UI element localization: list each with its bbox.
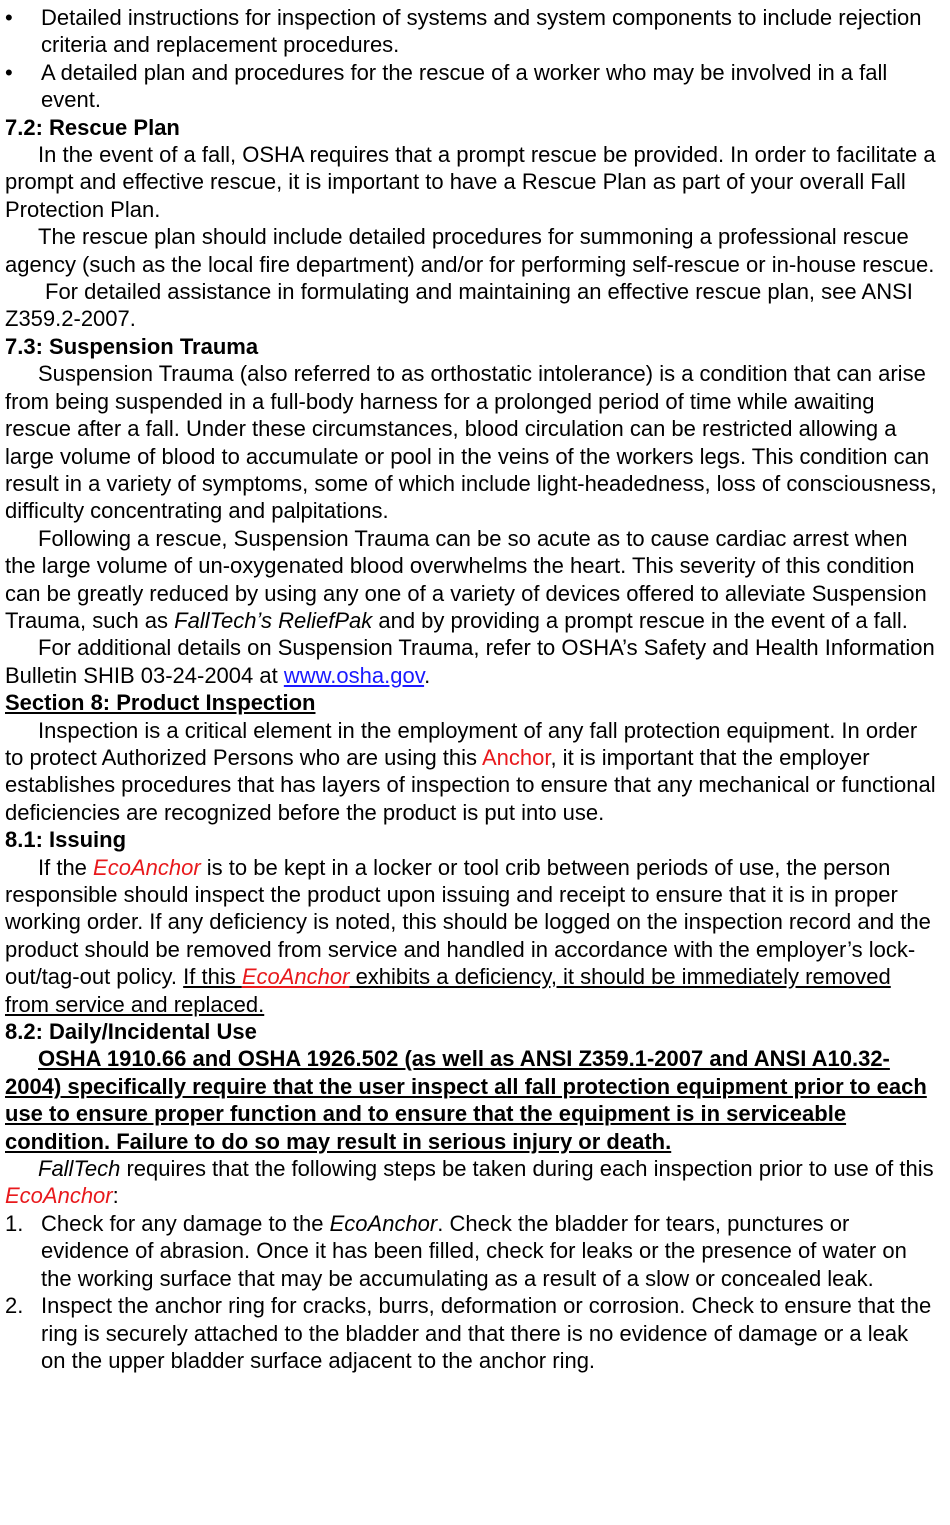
bullet-item bbox=[5, 59, 938, 114]
paragraph: In the event of a fall, OSHA requires that a prompt rescue be provided. In order to facilitate a prompt and effective rescue, it is important to have a Rescue Plan as part of your overall Fall Protection Plan. bbox=[5, 142, 936, 222]
heading-daily-use: 8.2: Daily/Incidental Use bbox=[5, 1019, 257, 1045]
warning-paragraph: OSHA 1910.66 and OSHA 1926.502 (as well as ANSI Z359.1-2007 and ANSI A10.32-2004) specifically require that the user inspect all fall protection equipment prior to each use to ensure proper function and to ensure that the equipment is in serviceable condition. Failure to do so may result in serious injury or death. bbox=[5, 1046, 927, 1154]
anchor-term: Anchor bbox=[481, 744, 551, 770]
ecoanchor-term: EcoAnchor bbox=[329, 1210, 438, 1236]
heading-suspension-trauma: 7.3: Suspension Trauma bbox=[5, 333, 259, 359]
bullet-marker: • bbox=[5, 59, 13, 85]
ecoanchor-term: EcoAnchor bbox=[5, 1183, 113, 1209]
paragraph: Inspection is a critical element in the employment of any fall protection equipment. In order to protect Authorized Persons who are using this Anchor, it is important that the employer establishes procedures that has layers of inspection to ensure that any mechanical or functional deficiencies are recognized before the product is put into use. bbox=[5, 717, 936, 825]
item-number: 2. bbox=[5, 1293, 24, 1319]
paragraph: Following a rescue, Suspension Trauma can be so acute as to cause cardiac arrest when the large volume of un-oxygenated blood overwhelms the heart. This severity of this condition can be greatly reduced by using any one of a variety of devices offered to alleviate Suspension Trauma, such as FallTech’s ReliefPak and by providing a prompt rescue in the event of a fall. bbox=[5, 525, 927, 633]
bullet-text: A detailed plan and procedures for the rescue of a worker who may be involved in a fall event. bbox=[41, 59, 888, 113]
paragraph: The rescue plan should include detailed procedures for summoning a professional rescue agency (such as the local fire department) and/or for performing self-rescue or in-house rescue. bbox=[5, 224, 935, 277]
numbered-item bbox=[5, 1292, 938, 1374]
paragraph: Suspension Trauma (also referred to as orthostatic intolerance) is a condition that can arise from being suspended in a full-body harness for a prolonged period of time while awaiting rescue after a fall. Under these circumstances, blood circulation can be restricted allowing a large volume of blood to accumulate or pool in the veins of the workers legs. This condition can result in a variety of symptoms, some of which include light-headedness, loss of consciousness, difficulty concentrating and palpitations. bbox=[5, 361, 937, 524]
paragraph: FallTech requires that the following steps be taken during each inspection prior to use of this EcoAnchor: bbox=[5, 1156, 934, 1209]
paragraph: For detailed assistance in formulating and maintaining an effective rescue plan, see ANSI Z359.2-2007. bbox=[5, 279, 913, 332]
bullet-text: Detailed instructions for inspection of systems and system components to include rejection criteria and replacement procedures. bbox=[41, 5, 922, 58]
ecoanchor-term: EcoAnchor bbox=[93, 854, 201, 880]
brand-name: FallTech bbox=[38, 1156, 121, 1182]
item-text: Check for any damage to the EcoAnchor. Check the bladder for tears, punctures or evidence of abrasion. Once it has been filled, check for leaks or the presence of water on the working surface that may be accumulating as a result of a slow or concealed leak. bbox=[41, 1210, 907, 1291]
product-name: FallTech’s ReliefPak bbox=[174, 607, 373, 633]
item-text: Inspect the anchor ring for cracks, burrs, deformation or corrosion. Check to ensure that the ring is securely attached to the bladder and that there is no evidence of damage or a leak on the upper bladder surface adjacent to the anchor ring. bbox=[41, 1293, 932, 1373]
heading-issuing: 8.1: Issuing bbox=[5, 827, 127, 853]
paragraph: If the EcoAnchor is to be kept in a locker or tool crib between periods of use, the person responsible should inspect the product upon issuing and receipt to ensure that it is in proper working order. If any deficiency is noted, this should be logged on the inspection record and the product should be removed from service and handled in accordance with the employer’s lock-out/tag-out policy. If this EcoAnchor exhibits a deficiency, it should be immediately removed from service and replaced. bbox=[5, 854, 931, 1017]
paragraph: For additional details on Suspension Trauma, refer to OSHA’s Safety and Health Information Bulletin SHIB 03-24-2004 at www.osha.gov. bbox=[5, 635, 935, 688]
heading-product-inspection: Section 8: Product Inspection bbox=[5, 690, 316, 716]
item-number: 1. bbox=[5, 1210, 24, 1236]
ecoanchor-term: EcoAnchor bbox=[241, 964, 350, 990]
numbered-item bbox=[5, 1210, 938, 1292]
osha-link[interactable]: www.osha.gov bbox=[283, 662, 425, 688]
bullet-marker: • bbox=[5, 5, 13, 30]
bullet-item bbox=[5, 4, 938, 59]
heading-rescue-plan: 7.2: Rescue Plan bbox=[5, 114, 180, 140]
